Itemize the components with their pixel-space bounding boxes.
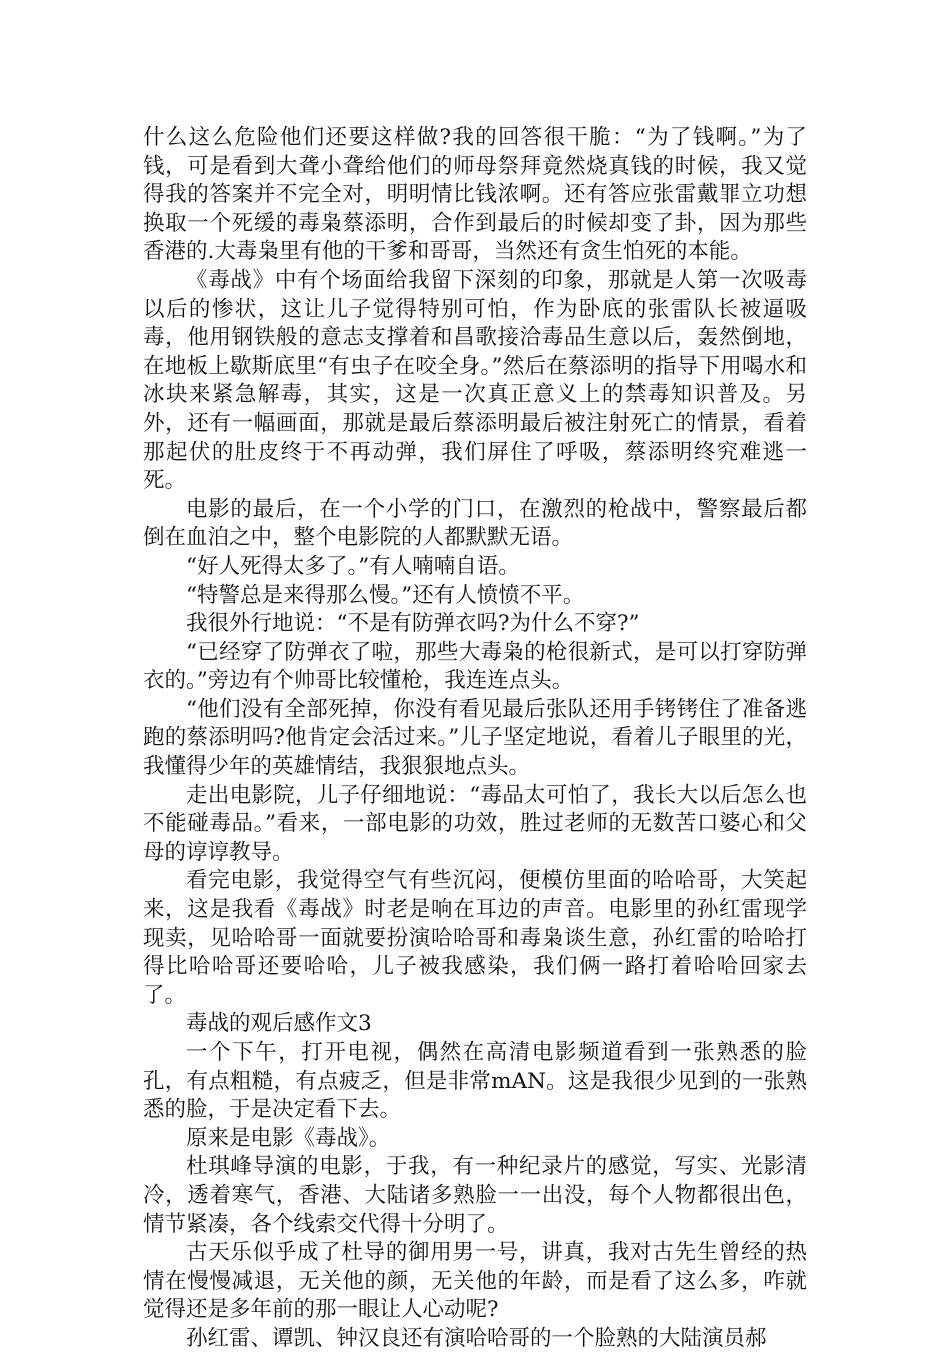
paragraph-14: 杜琪峰导演的电影，于我，有一种纪录片的感觉，写实、光影清冷，透着寒气，香港、大陆诸多熟脸一一出没，每个人物都很出色，情节紧凑，各个线索交代得十分明了。 — [143, 1154, 807, 1237]
paragraph-8: “他们没有全部死掉，你没有看见最后张队还用手铐铐住了准备逃跑的蔡添明吗?他肯定会活过来。”儿子坚定地说，看着儿子眼里的光，我懂得少年的英雄情结，我狠狠地点头。 — [143, 696, 807, 780]
section-heading: 毒战的观后感作文3 — [186, 1011, 372, 1037]
document-body — [143, 124, 807, 1354]
paragraph-4: “好人死得太多了。”有人喃喃自语。 — [186, 553, 520, 579]
paragraph-9: 走出电影院，儿子仔细地说：“毒品太可怕了，我长大以后怎么也不能碰毒品。”看来，一部电影的功效，胜过老师的无数苦口婆心和父母的谆谆教导。 — [143, 782, 807, 865]
paragraph-6: 我很外行地说：“不是有防弹衣吗?为什么不穿?” — [186, 611, 640, 637]
paragraph-12: 一个下午，打开电视，偶然在高清电影频道看到一张熟悉的脸孔，有点粗糙，有点疲乏，但是非常mAN。这是我很少见到的一张熟悉的脸，于是决定看下去。 — [143, 1040, 807, 1123]
paragraph-3: 电影的最后，在一个小学的门口，在激烈的枪战中，警察最后都倒在血泊之中，整个电影院的人都默默无语。 — [143, 496, 807, 551]
paragraph-15: 古天乐似乎成了杜导的御用男一号，讲真，我对古先生曾经的热情在慢慢减退，无关他的颜，无关他的年龄，而是看了这么多，咋就觉得还是多年前的那一眼让人心动呢? — [143, 1240, 807, 1323]
paragraph-13: 原来是电影《毒战》。 — [186, 1125, 391, 1151]
paragraph-5: “特警总是来得那么慢。”还有人愤愤不平。 — [186, 582, 585, 608]
paragraph-16: 孙红雷、谭凯、钟汉良还有演哈哈哥的一个脸熟的大陆演员郝 — [186, 1325, 767, 1351]
paragraph-10: 看完电影，我觉得空气有些沉闷，便模仿里面的哈哈哥，大笑起来，这是我看《毒战》时老是响在耳边的声音。电影里的孙红雷现学现卖，见哈哈哥一面就要扮演哈哈哥和毒枭谈生意，孙红雷的哈哈打得比哈哈哥还要哈哈，儿子被我感染，我们俩一路打着哈哈回家去了。 — [143, 868, 807, 1008]
paragraph-7: “已经穿了防弹衣了啦，那些大毒枭的枪很新式，是可以打穿防弹衣的。”旁边有个帅哥比较懂枪，我连连点头。 — [143, 639, 807, 694]
paragraph-1: 什么这么危险他们还要这样做?我的回答很干脆：“为了钱啊。”为了钱，可是看到大聋小聋给他们的师母祭拜竟然烧真钱的时候，我又觉得我的答案并不完全对，明明情比钱浓啊。还有答应张雷戴罪立功想换取一个死缓的毒枭蔡添明，合作到最后的时候却变了卦，因为那些香港的.大毒枭里有他的干爹和哥哥，当然还有贪生怕死的本能。 — [143, 125, 807, 265]
paragraph-2: 《毒战》中有个场面给我留下深刻的印象，那就是人第一次吸毒以后的惨状，这让儿子觉得特别可怕，作为卧底的张雷队长被逼吸毒，他用钢铁般的意志支撑着和昌歌接洽毒品生意以后，轰然倒地，在地板上歇斯底里“有虫子在咬全身。”然后在蔡添明的指导下用喝水和冰块来紧急解毒，其实，这是一次真正意义上的禁毒知识普及。另外，还有一幅画面，那就是最后蔡添明最后被注射死亡的情景，看着那起伏的肚皮终于不再动弹，我们屏住了呼吸，蔡添明终究难逃一死。 — [143, 267, 807, 494]
